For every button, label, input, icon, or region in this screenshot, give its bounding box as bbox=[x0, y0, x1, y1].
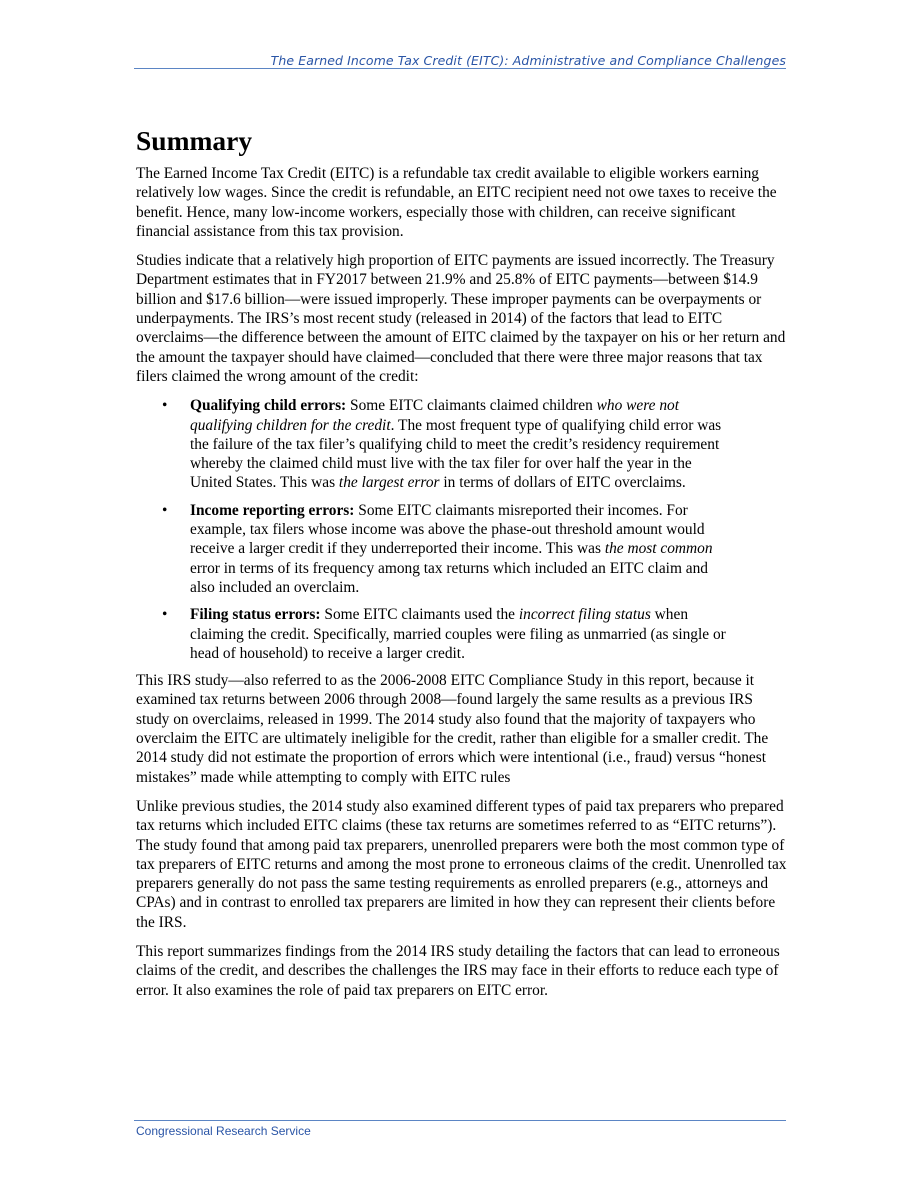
list-item-emphasis: the most common bbox=[604, 540, 713, 558]
list-item-text: when claiming the credit. Specifically, married couples were filing as unmarried (as single or head of household) to receive a larger credit. bbox=[190, 606, 726, 662]
footer-source: Congressional Research Service bbox=[136, 1124, 311, 1138]
paragraph-intro: The Earned Income Tax Credit (EITC) is a refundable tax credit available to eligible workers earning relatively low wages. Since the credit is refundable, an EITC recipient need not owe taxes to receive the benefit. Hence, many low-income workers, especially those with children, can receive significant financial assistance from this tax provision. bbox=[136, 165, 777, 240]
page-title: Summary bbox=[136, 125, 253, 156]
list-item-heading: Income reporting errors: bbox=[190, 501, 355, 519]
list-item-text: Some EITC claimants claimed children bbox=[346, 397, 597, 415]
paragraph-tax-preparers: Unlike previous studies, the 2014 study also examined different types of paid tax preparers who prepared tax returns which included EITC claims (these tax returns are sometimes referred to as “EITC returns”). The study found that among paid tax preparers, unenrolled preparers were both the most common type of tax preparers of EITC returns and among the most prone to erroneous claims of the credit. Unenrolled tax preparers generally do not pass the same testing requirements as enrolled preparers (e.g., attorneys and CPAs) and in contrast to enrolled tax preparers are limited in how they can represent their clients before the IRS. bbox=[136, 797, 787, 931]
paragraph-report-summary: This report summarizes findings from the 2014 IRS study detailing the factors that can lead to erroneous claims of the credit, and describes the challenges the IRS may face in their efforts to reduce each type of error. It also examines the role of paid tax preparers on EITC error. bbox=[136, 942, 780, 999]
list-item-income-reporting bbox=[162, 501, 730, 597]
list-item-qualifying-child bbox=[162, 396, 730, 492]
page-body bbox=[136, 124, 788, 1010]
list-item-emphasis: the largest error bbox=[338, 474, 440, 492]
list-item-filing-status bbox=[162, 605, 730, 663]
footer-divider bbox=[134, 1120, 786, 1121]
paragraph-improper-payments: Studies indicate that a relatively high proportion of EITC payments are issued incorrectly. The Treasury Department estimates that in FY2017 between 21.9% and 25.8% of EITC payments—between $14.9 billion and $17.6 billion—were issued improperly. These improper payments can be overpayments or underpayments. The IRS’s most recent study (released in 2014) of the factors that lead to EITC overclaims—the difference between the amount of EITC claimed by the taxpayer on his or her return and the amount the taxpayer should have claimed—concluded that there were three major reasons that tax filers claimed the wrong amount of the credit: bbox=[136, 252, 786, 385]
bullet-icon: • bbox=[162, 501, 168, 519]
list-item-text: Some EITC claimants used the bbox=[320, 606, 519, 624]
list-item-text: Some EITC claimants misreported their incomes. For example, tax filers whose income was above the phase-out threshold amount would receive a larger credit if they underreported their income. This was bbox=[190, 501, 705, 558]
paragraph-irs-study: This IRS study—also referred to as the 2006-2008 EITC Compliance Study in this report, because it examined tax returns between 2006 through 2008—found largely the same results as a previous IRS study on overclaims, released in 1999. The 2014 study also found that the majority of taxpayers who overclaim the EITC are ultimately ineligible for the credit, rather than eligible for a smaller credit. The 2014 study did not estimate the proportion of errors which were intentional (i.e., fraud) versus “honest mistakes” made while attempting to comply with EITC rules bbox=[136, 672, 769, 786]
header-divider bbox=[134, 68, 786, 69]
list-item-text: . The most frequent type of qualifying child error was the failure of the tax filer’s qualifying child to meet the credit’s residency requirement whereby the claimed child must live with the tax filer for over half the year in the United States. This was bbox=[190, 416, 722, 492]
list-item-emphasis: who were not qualifying children for the credit bbox=[190, 397, 680, 434]
list-item-heading: Filing status errors: bbox=[190, 606, 321, 624]
list-item-heading: Qualifying child errors: bbox=[190, 397, 347, 415]
list-item-emphasis: incorrect filing status bbox=[518, 606, 651, 624]
error-types-list bbox=[136, 396, 730, 663]
list-item-text: in terms of dollars of EITC overclaims. bbox=[439, 474, 686, 492]
bullet-icon: • bbox=[162, 606, 168, 624]
running-header: The Earned Income Tax Credit (EITC): Administrative and Compliance Challenges bbox=[270, 53, 786, 68]
list-item-text: error in terms of its frequency among tax returns which included an EITC claim and also included an overclaim. bbox=[190, 559, 708, 596]
bullet-icon: • bbox=[162, 397, 168, 415]
